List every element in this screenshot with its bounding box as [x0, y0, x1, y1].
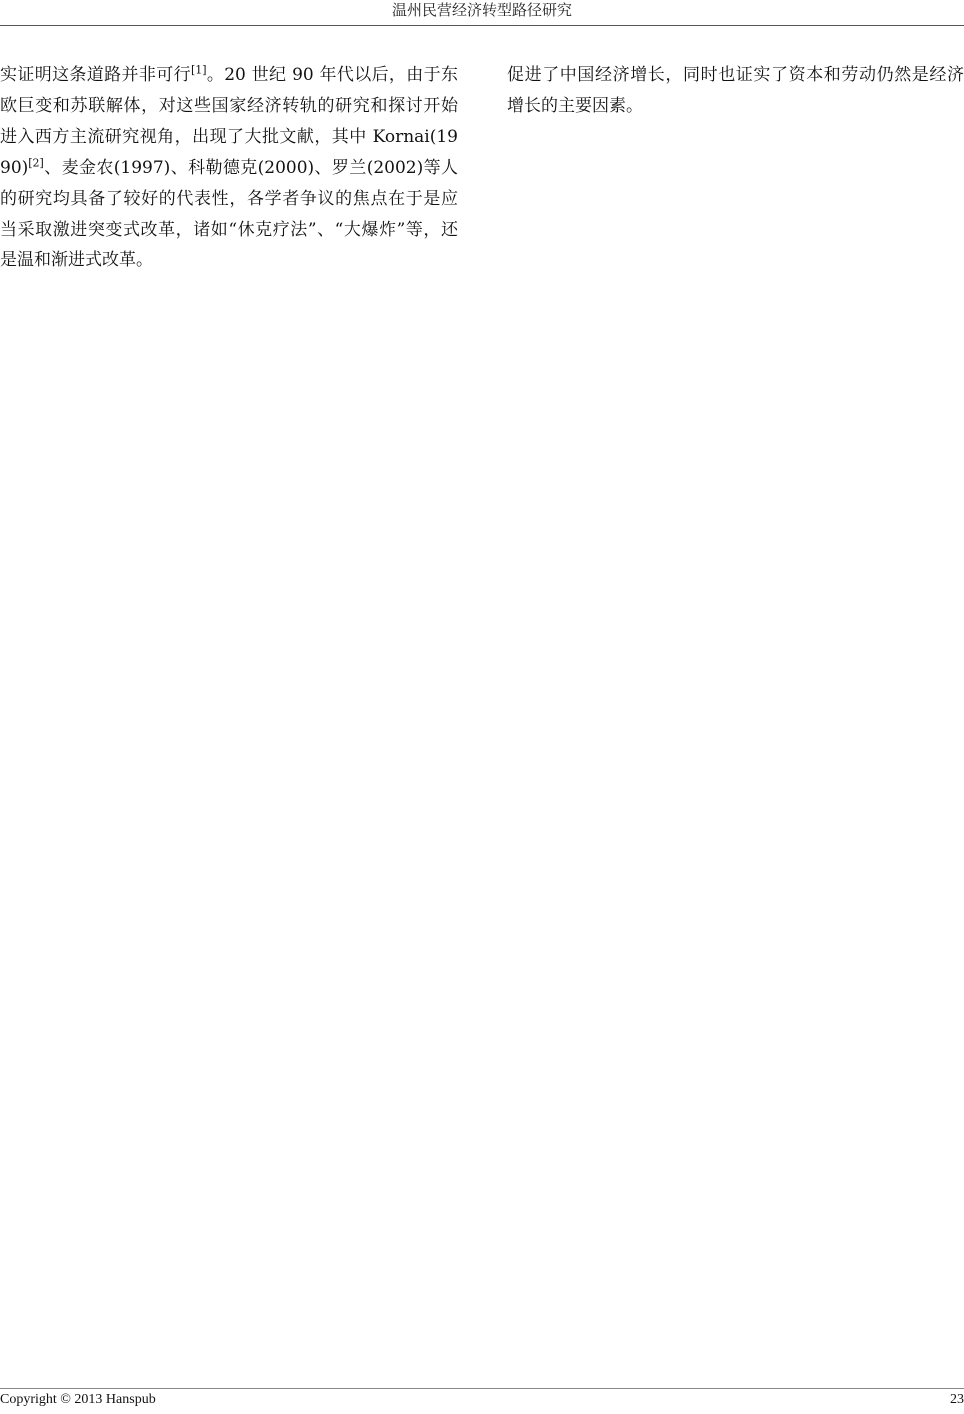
citation-1: [1] — [190, 63, 207, 77]
citation-2: [2] — [28, 156, 44, 170]
left-column — [0, 60, 458, 276]
right-column — [507, 60, 964, 122]
copyright-notice: Copyright © 2013 Hanspub — [0, 1392, 156, 1407]
right-paragraph-1: 促进了中国经济增长，同时也证实了资本和劳动仍然是经济增长的主要因素。 — [507, 65, 964, 116]
footer-divider — [0, 1388, 964, 1389]
left-p1-text-3: 、麦金农(1997)、科勒德克(2000)、罗兰(2002)等人的研究均具备了较好的代表性，各学者争议的焦点在于是应当采取激进突变式改革，诸如“休克疗法”、“大爆炸”等，还是温和渐进式改革。 — [0, 157, 458, 271]
running-title: 温州民营经济转型路径研究 — [391, 1, 572, 19]
left-p1-text-1: 实证明这条道路并非可行 — [0, 65, 191, 85]
header-divider — [0, 25, 964, 26]
page-number: 23 — [950, 1392, 964, 1407]
left-p1-text-2: 。20 世纪 90 年代以后，由于东欧巨变和苏联解体，对这些国家经济转轨的研究和探讨开始进入西方主流研究视角，出现了大批文献，其中 Kornai(1990) — [0, 65, 459, 178]
left-paragraph-1 — [0, 60, 458, 276]
